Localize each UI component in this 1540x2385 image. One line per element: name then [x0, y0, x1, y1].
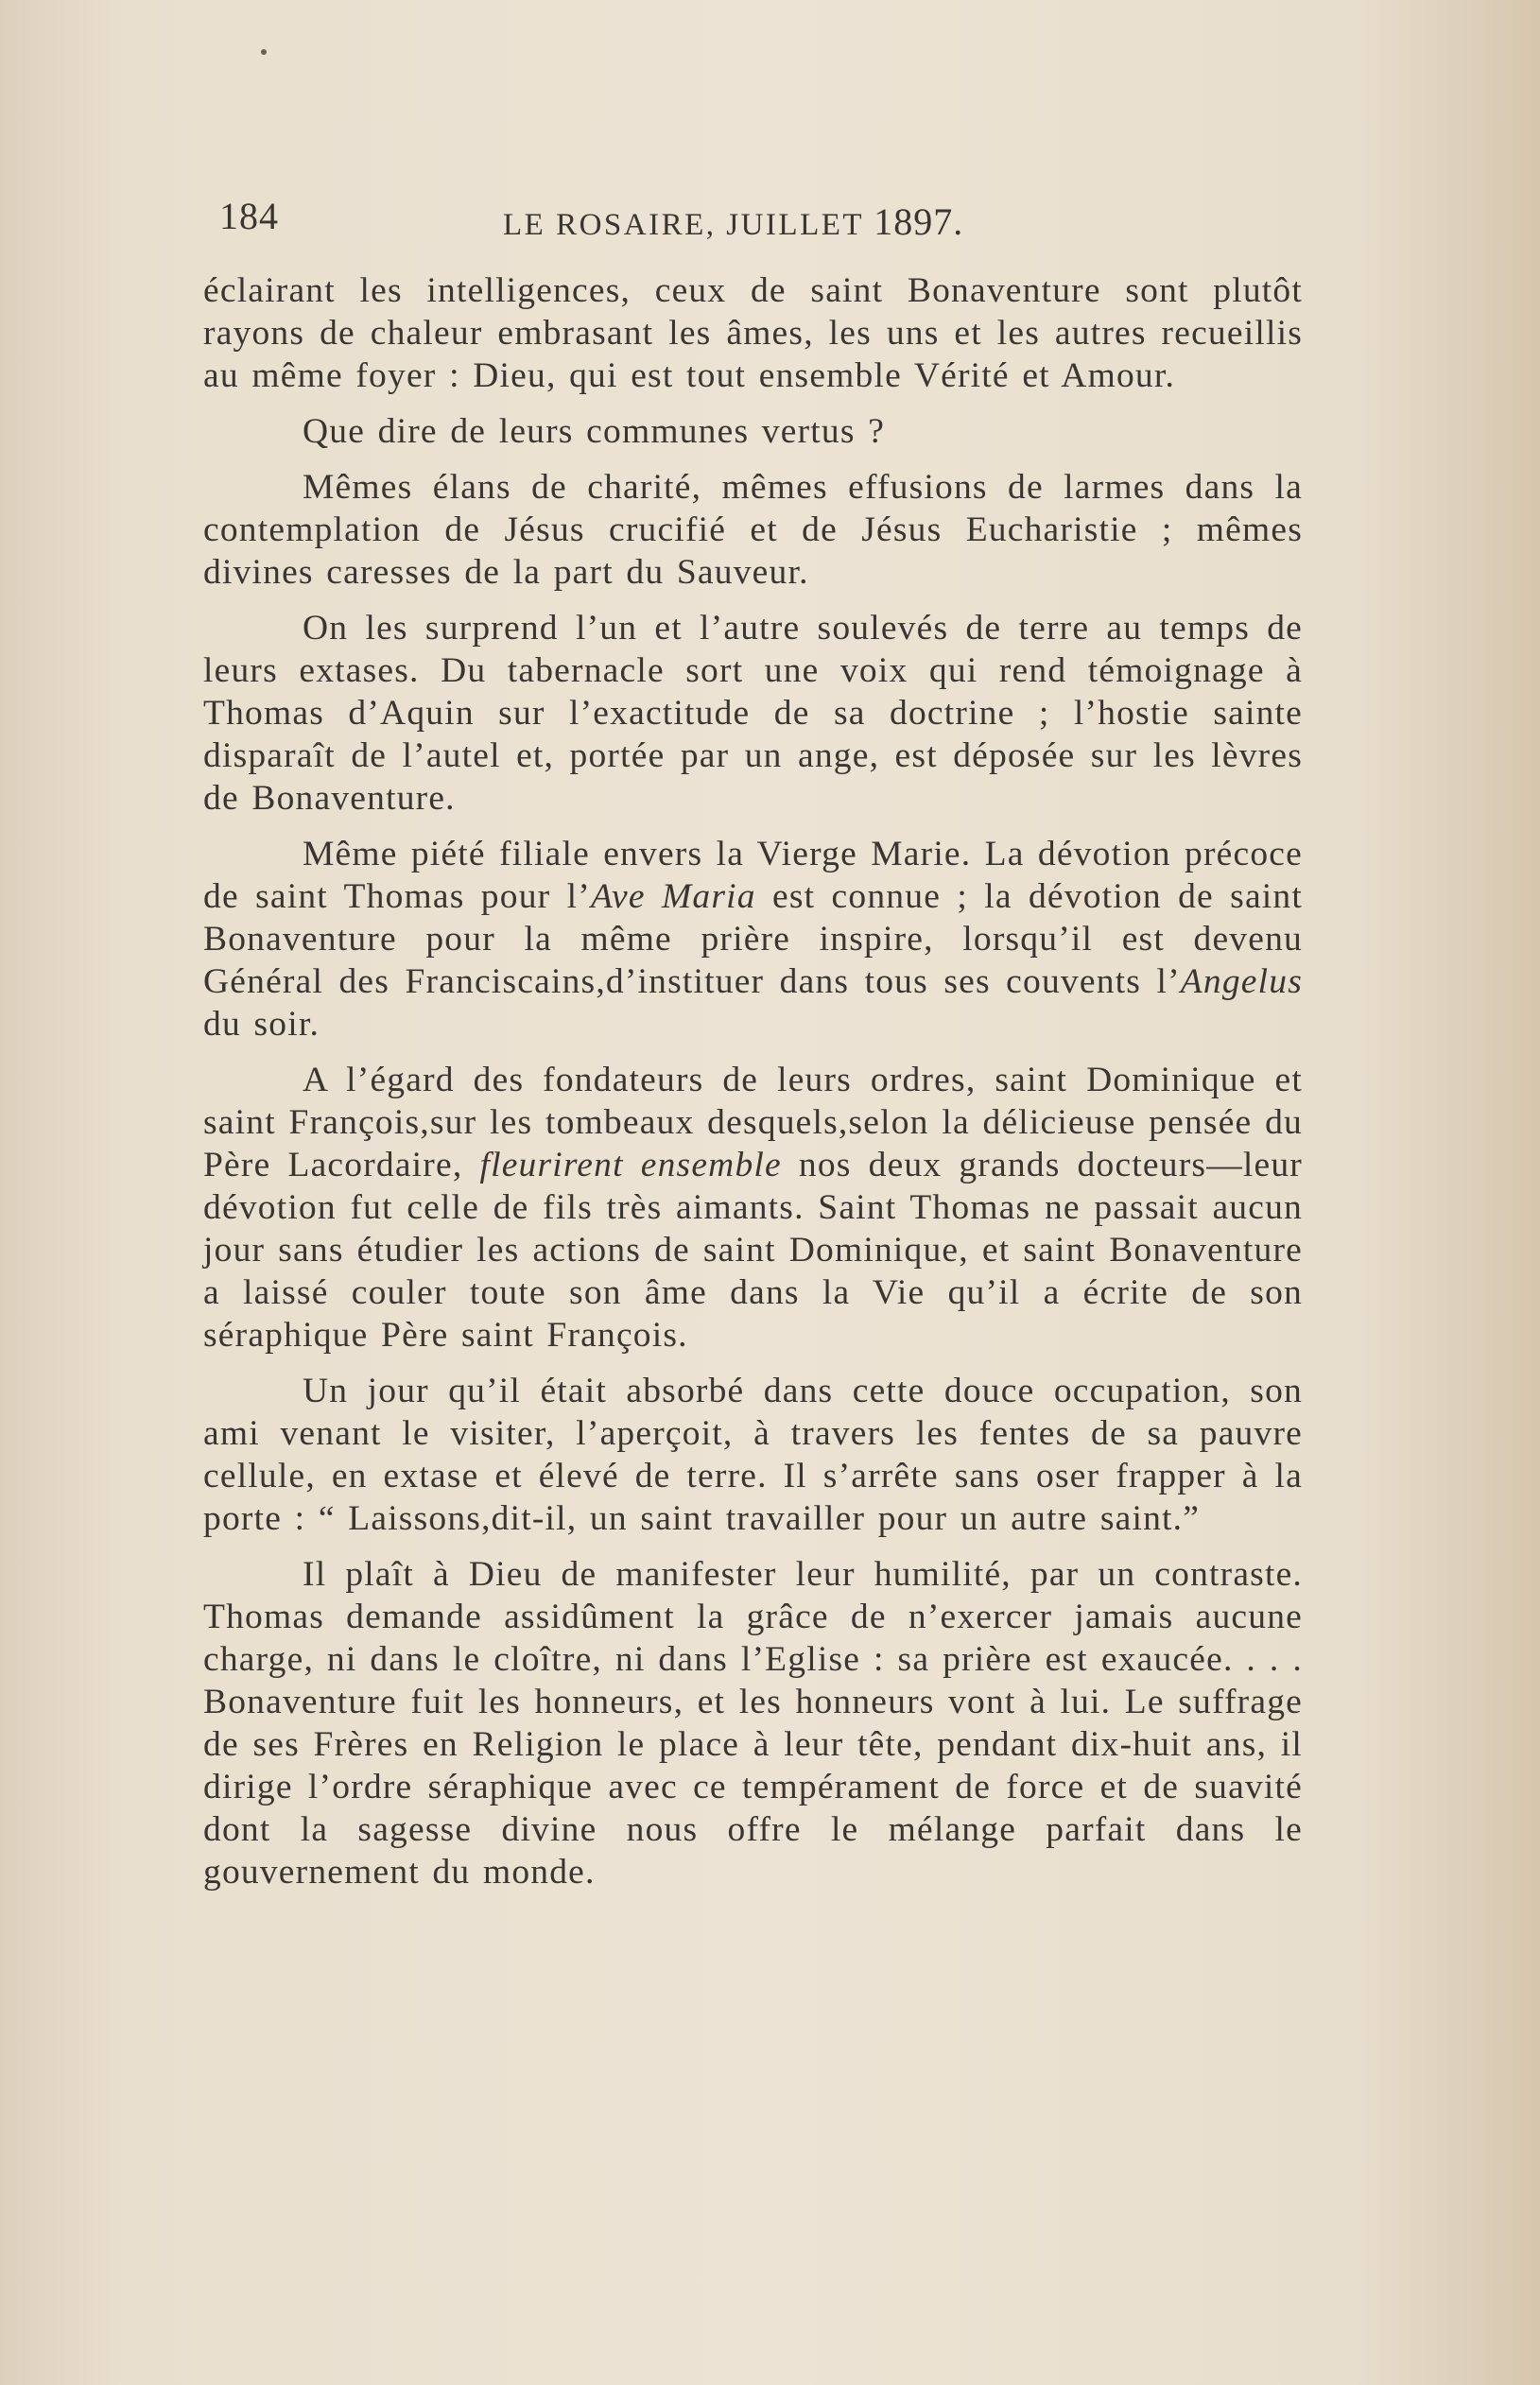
paragraph-text: du soir. — [203, 1005, 320, 1044]
paragraph-text: Même piété filiale envers la Vierge Marie. La dévotion précoce de saint Thomas pour l’ — [203, 835, 1303, 916]
paragraph-text: Un jour qu’il était absorbé dans cette douce occupation, son ami venant le visiter, l’aperçoit, à travers les fentes de sa pauvre cellule, en extase et élevé de terre. Il s’arrête sans oser frapper à la porte : “ Laissons,dit-il, un saint travailler pour un autre saint.” — [203, 1372, 1303, 1538]
paragraph-6 — [203, 1059, 1303, 1357]
paragraph-text: nos deux grands docteurs—leur dévotion fut celle de fils très aimants. Saint Thomas ne passait aucun jour sans étudier les actions de saint Dominique, et saint Bonaventure a laissé couler toute son âme dans la Vie qu’il a écrite de son séraphique Père saint François. — [203, 1146, 1303, 1355]
paragraph-7 — [203, 1370, 1303, 1540]
italic-fleurirent-ensemble: fleurirent ensemble — [479, 1146, 782, 1184]
paragraph-text: Il plaît à Dieu de manifester leur humilité, par un contraste. Thomas demande assidûment la grâce de n’exercer jamais aucune charge, ni dans le cloître, ni dans l’Eglise : sa prière est exaucée. . . . Bonaventure fuit les honneurs, et les honneurs vont à lui. Le suffrage de ses Frères en Religion le place à leur tête, pendant dix-huit ans, il dirige l’ordre séraphique avec ce tempérament de force et de suavité dont la sagesse divine nous offre le mélange parfait dans le gouvernement du monde. — [203, 1555, 1303, 1892]
paragraph-text: On les surprend l’un et l’autre soulevés de terre au temps de leurs extases. Du tabernacle sort une voix qui rend témoignage à Thomas d’Aquin sur l’exactitude de sa doctrine ; l’hostie sainte disparaît de l’autel et, portée par un ange, est déposée sur les lèvres de Bonaventure. — [203, 609, 1303, 818]
paragraph-3 — [203, 466, 1303, 594]
paragraph-2 — [203, 410, 1303, 453]
ink-speck — [261, 49, 267, 55]
page-header — [219, 194, 1306, 251]
paragraph-4 — [203, 607, 1303, 820]
paragraph-text: A l’égard des fondateurs de leurs ordres, saint Dominique et saint François,sur les tombeaux desquels,selon la délicieuse pensée du Père Lacordaire, — [203, 1061, 1303, 1184]
running-title-year: 1897. — [874, 200, 964, 243]
page-number: 184 — [219, 195, 279, 237]
italic-ave-maria: Ave Maria — [590, 877, 756, 916]
italic-angelus: Angelus — [1180, 962, 1303, 1001]
paragraph-5 — [203, 833, 1303, 1046]
paragraph-text: Mêmes élans de charité, mêmes effusions de larmes dans la contemplation de Jésus crucifié et de Jésus Eucharistie ; mêmes divines caresses de la part du Sauveur. — [203, 468, 1303, 592]
running-title — [503, 199, 963, 244]
body-text — [203, 269, 1303, 1907]
paragraph-text: est connue ; la dévotion de saint Bonaventure pour la même prière inspire, lorsqu’il est devenu Général des Franciscains,d’instituer dans tous ses couvents l’ — [203, 877, 1303, 1001]
paragraph-text: éclairant les intelligences, ceux de saint Bonaventure sont plutôt rayons de chaleur embrasant les âmes, les uns et les autres recueillis au même foyer : Dieu, qui est tout ensemble Vérité et Amour. — [203, 271, 1303, 395]
paragraph-text: Que dire de leurs communes vertus ? — [303, 412, 886, 451]
paragraph-1 — [203, 269, 1303, 397]
paragraph-8 — [203, 1553, 1303, 1893]
running-title-text: LE ROSAIRE, JUILLET — [503, 208, 874, 242]
